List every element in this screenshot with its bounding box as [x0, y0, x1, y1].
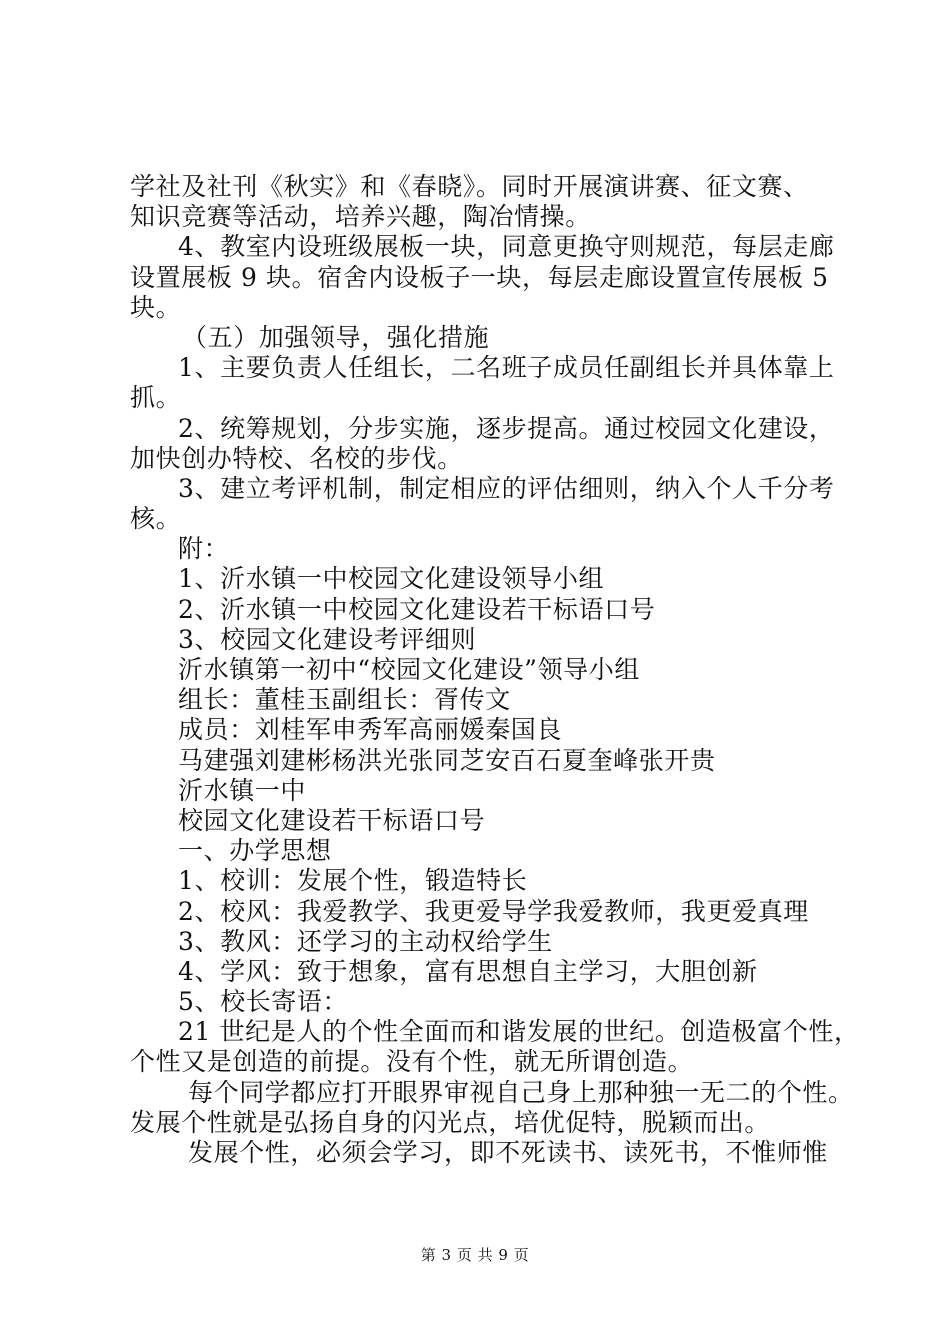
group-title: 沂水镇第一初中“校园文化建设”领导小组	[178, 655, 640, 684]
paragraph-line: 抓。	[130, 383, 182, 413]
paragraph-line: 4、教室内设班级展板一块，同意更换守则规范，每层走廊	[178, 232, 835, 262]
document-body	[130, 172, 860, 1168]
paragraph-line: 1、主要负责人任组长，二名班子成员任副组长并具体靠上	[178, 353, 835, 383]
list-item: 2、校风：我爱教学、我更爱导学我爱教师，我更爱真理	[178, 896, 809, 926]
list-item: 1、校训：发展个性，锻造特长	[178, 866, 528, 896]
paragraph-line: 加快创办特校、名校的步伐。	[130, 443, 463, 473]
paragraph-line: 设置展板 9 块。宿舍内设板子一块，每层走廊设置宣传展板 5	[130, 262, 829, 292]
page-number: 第 3 页 共 9 页	[420, 1246, 530, 1264]
group-members: 马建强刘建彬杨洪光张同芝安百石夏奎峰张开贵	[178, 745, 716, 775]
group-leaders: 组长：董桂玉副组长：胥传文	[178, 685, 511, 715]
paragraph-line: 个性又是创造的前提。没有个性，就无所谓创造。	[130, 1047, 694, 1077]
appendix-item: 3、校园文化建设考评细则	[178, 624, 477, 654]
list-item: 5、校长寄语：	[178, 987, 349, 1017]
paragraph-line: 21 世纪是人的个性全面而和谐发展的世纪。创造极富个性，	[178, 1017, 860, 1047]
school-name: 沂水镇一中	[178, 775, 307, 805]
appendix-item: 1、沂水镇一中校园文化建设领导小组	[178, 564, 605, 594]
paragraph-line: 每个同学都应打开眼界审视自己身上那种独一无二的个性。	[188, 1077, 854, 1107]
list-item: 3、教风：还学习的主动权给学生	[178, 926, 553, 956]
paragraph-line: 知识竞赛等活动，培养兴趣，陶冶情操。	[130, 202, 591, 232]
paragraph-line: 学社及社刊《秋实》和《春晓》。同时开展演讲赛、征文赛、	[130, 172, 809, 201]
section-heading: 一、办学思想	[178, 836, 332, 866]
paragraph-line: 2、统筹规划，分步实施，逐步提高。通过校园文化建设，	[178, 413, 835, 443]
paragraph-line: 发展个性，必须会学习，即不死读书、读死书，不惟师惟	[188, 1138, 829, 1167]
group-members: 成员：刘桂军申秀军高丽媛秦国良	[178, 715, 563, 745]
paragraph-line: 3、建立考评机制，制定相应的评估细则，纳入个人千分考	[178, 473, 835, 503]
paragraph-line: 核。	[130, 504, 182, 534]
section-heading: （五）加强领导，强化措施	[182, 322, 490, 352]
appendix-item: 2、沂水镇一中校园文化建设若干标语口号	[178, 594, 656, 624]
appendix-label: 附：	[178, 534, 230, 564]
slogans-title: 校园文化建设若干标语口号	[178, 805, 486, 835]
paragraph-line: 块。	[130, 292, 182, 322]
list-item: 4、学风：致于想象，富有思想自主学习，大胆创新	[178, 956, 758, 986]
paragraph-line: 发展个性就是弘扬自身的闪光点，培优促特，脱颖而出。	[130, 1107, 771, 1137]
